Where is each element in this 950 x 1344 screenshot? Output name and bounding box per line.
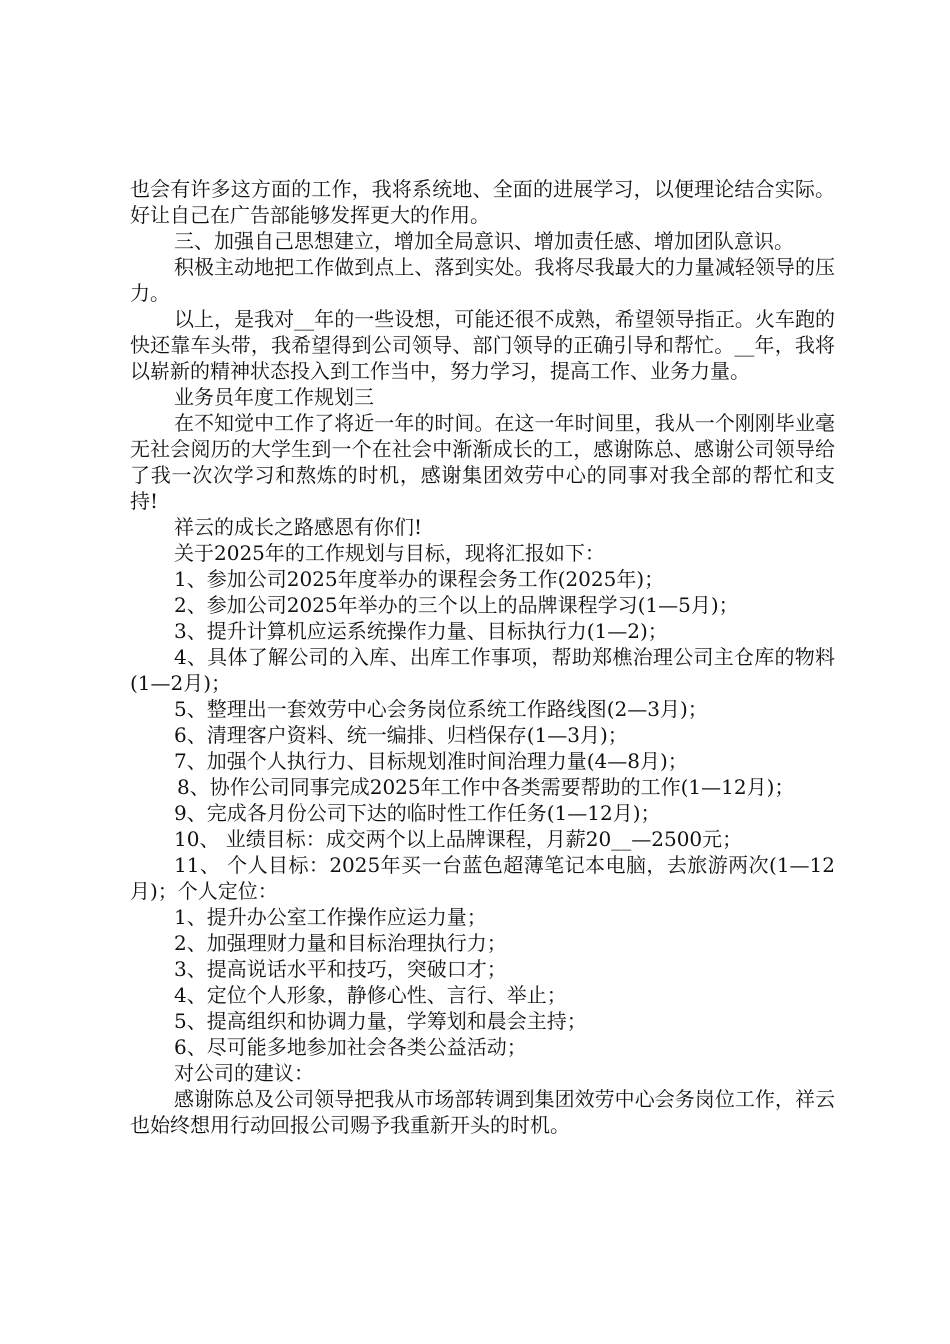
list-item: 1、提升办公室工作操作应运力量； [174, 905, 487, 929]
paragraph: 以上，是我对__年的一些设想，可能还很不成熟，希望领导指正。火车跑的快还靠车头带，我希望得到公司领导、部门领导的正确引导和帮忙。__年，我将以崭新的精神状态投入到工作当中，努力学习，提高工作、业务力量。 [130, 307, 835, 383]
section-heading: 业务员年度工作规划三 [174, 385, 374, 409]
paragraph: 祥云的成长之路感恩有你们! [174, 515, 423, 539]
list-item: 7、加强个人执行力、目标规划准时间治理力量(4—8月)； [174, 749, 688, 773]
list-item: 4、具体了解公司的入库、出库工作事项，帮助郑樵治理公司主仓库的物料(1—2月)； [130, 645, 835, 695]
paragraph: 也会有许多这方面的工作，我将系统地、全面的进展学习，以便理论结合实际。好让自己在广告部能够发挥更大的作用。 [130, 177, 835, 227]
list-item: 6、清理客户资料、统一编排、归档保存(1—3月)； [174, 723, 628, 747]
list-item: 8、协作公司同事完成2025年工作中各类需要帮助的工作(1—12月)； [177, 775, 795, 799]
paragraph: 感谢陈总及公司领导把我从市场部转调到集团效劳中心会务岗位工作，祥云也始终想用行动回报公司赐予我重新开头的时机。 [130, 1087, 835, 1137]
list-item: 5、整理出一套效劳中心会务岗位系统工作路线图(2—3月)； [174, 697, 708, 721]
list-item: 3、提高说话水平和技巧，突破口才； [174, 957, 507, 981]
paragraph: 积极主动地把工作做到点上、落到实处。我将尽我最大的力量减轻领导的压力。 [130, 255, 835, 305]
paragraph: 关于2025年的工作规划与目标，现将汇报如下： [174, 541, 605, 565]
document-body [130, 176, 835, 1138]
list-item: 10、 业绩目标：成交两个以上品牌课程，月薪20__—2500元； [174, 827, 743, 851]
list-item: 11、 个人目标：2025年买一台蓝色超薄笔记本电脑，去旅游两次(1—12月)；个人定位： [130, 853, 835, 903]
paragraph: 三、加强自己思想建立，增加全局意识、增加责任感、增加团队意识。 [174, 229, 794, 253]
list-item: 6、尽可能多地参加社会各类公益活动； [174, 1035, 527, 1059]
list-item: 2、参加公司2025年举办的三个以上的品牌课程学习(1—5月)； [174, 593, 739, 617]
list-item: 4、定位个人形象，静修心性、言行、举止； [174, 983, 567, 1007]
list-item: 9、完成各月份公司下达的临时性工作任务(1—12月)； [174, 801, 661, 825]
list-item: 3、提升计算机应运系统操作力量、目标执行力(1—2)； [174, 619, 668, 643]
list-item: 2、加强理财力量和目标治理执行力； [174, 931, 507, 955]
paragraph: 在不知觉中工作了将近一年的时间。在这一年时间里，我从一个刚刚毕业毫无社会阅历的大学生到一个在社会中渐渐成长的工，感谢陈总、感谢公司领导给了我一次次学习和熬炼的时机，感谢集团效劳中心的同事对我全部的帮忙和支持! [130, 411, 835, 513]
list-item: 1、参加公司2025年度举办的课程会务工作(2025年)； [174, 567, 665, 591]
list-item: 5、提高组织和协调力量，学筹划和晨会主持； [174, 1009, 587, 1033]
paragraph: 对公司的建议： [174, 1061, 314, 1085]
